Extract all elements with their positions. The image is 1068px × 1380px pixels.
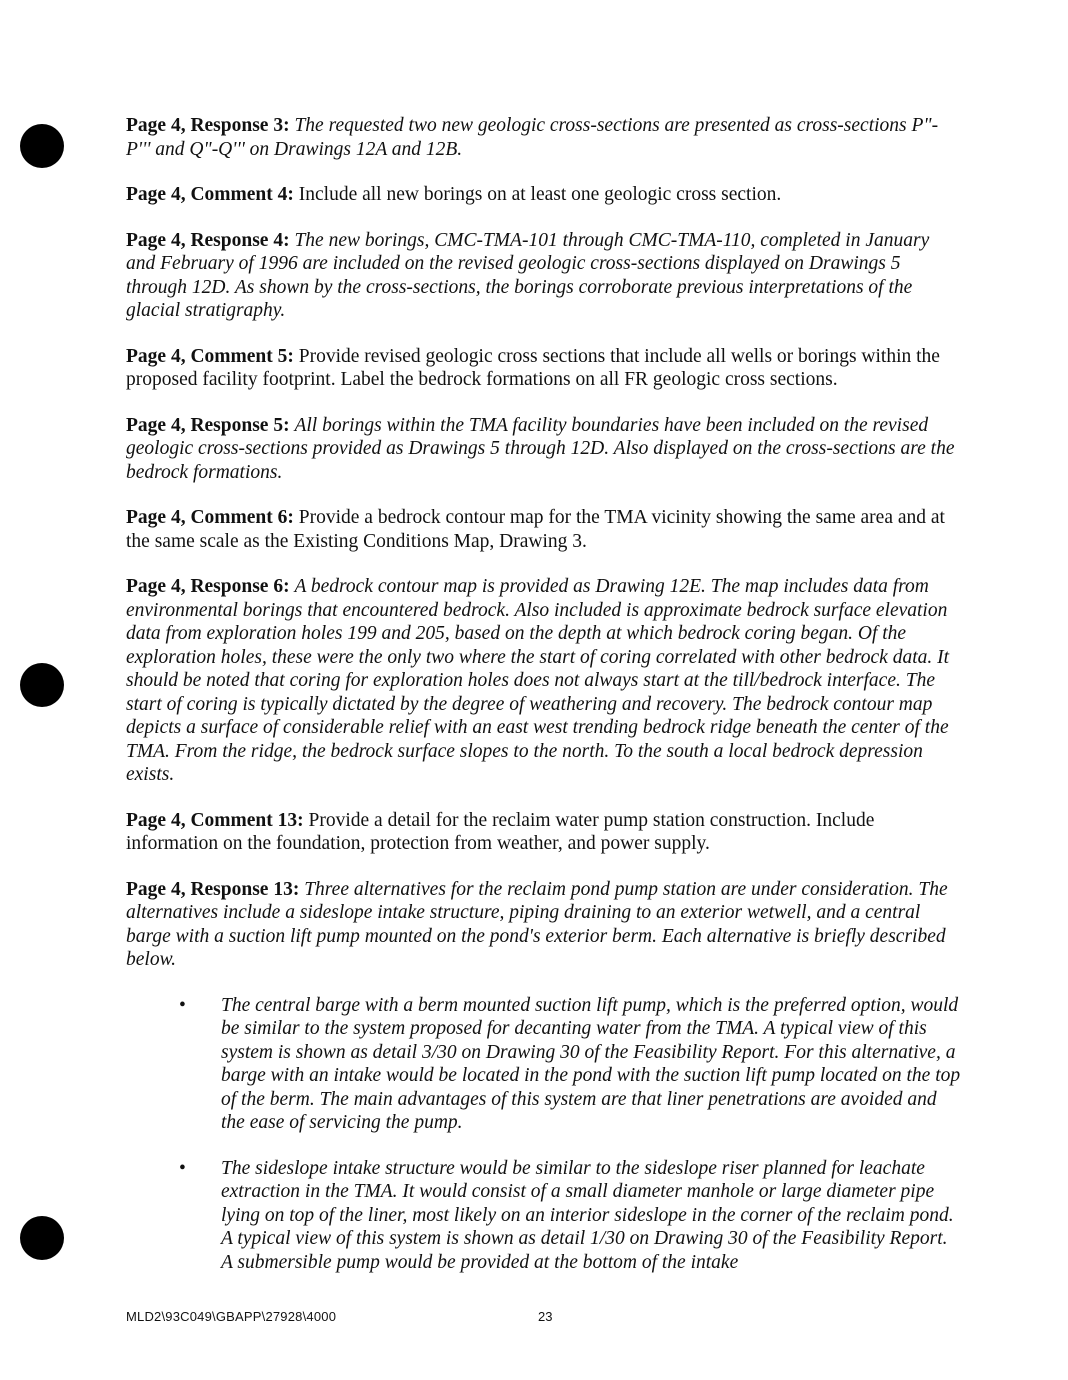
response-4 <box>126 229 962 323</box>
response-5 <box>126 414 962 485</box>
footer-file-reference: MLD2\93C049\GBAPP\27928\4000 <box>126 1309 337 1324</box>
response-6-text: A bedrock contour map is provided as Drawing 12E. The map includes data from environmental borings that encountered bedrock. Also included is approximate bedrock surface elevation data from exploration holes 199 and 205, based on the depth at which bedrock coring began. Of the exploration holes, these were the only two where the start of coring correlated with other bedrock data. It should be noted that coring for exploration holes does not always start at the till/bedrock interface. The start of coring is typically dictated by the degree of weathering and recovery. The bedrock contour map depicts a surface of considerable relief with an east west trending bedrock ridge beneath the center of the TMA. From the ridge, the bedrock surface slopes to the north. To the south a local bedrock depression exists. <box>126 576 950 785</box>
punch-hole-middle <box>20 663 64 707</box>
response-3-text: The requested two new geologic cross-sections are presented as cross-sections P"-P''' and Q"-Q''' on Drawings 12A and 12B. <box>126 115 939 160</box>
bullet-icon: • <box>179 1157 186 1179</box>
punch-hole-top <box>20 124 64 168</box>
response-4-label: Page 4, Response 4: <box>126 229 290 251</box>
comment-13 <box>126 809 962 856</box>
response-5-label: Page 4, Response 5: <box>126 414 290 436</box>
response-5-text: All borings within the TMA facility boundaries have been included on the revised geologic cross-sections provided as Drawings 5 through 12D. Also displayed on the cross-sections are the bedrock formations. <box>126 414 955 483</box>
response-3-label: Page 4, Response 3: <box>126 115 290 136</box>
list-item <box>126 994 962 1135</box>
bullet-icon: • <box>179 994 186 1016</box>
list-item <box>126 1157 962 1275</box>
comment-4-text: Include all new borings on at least one geologic cross section. <box>298 184 782 205</box>
comment-4-label: Page 4, Comment 4: <box>126 184 294 205</box>
comment-13-text: Provide a detail for the reclaim water pump station construction. Include information on the foundation, protection from weather, and power supply. <box>126 809 875 854</box>
page-number: 23 <box>538 1309 553 1324</box>
comment-5 <box>126 345 962 392</box>
comment-6 <box>126 506 962 553</box>
response-6-label: Page 4, Response 6: <box>126 576 290 597</box>
list-item-text: The central barge with a berm mounted suction lift pump, which is the preferred option, would be similar to the system proposed for decanting water from the TMA. A typical view of this system is shown as detail 3/30 on Drawing 30 of the Feasibility Report. For this alternative, a barge with an intake would be located in the pond with the suction lift pump located on the top of the berm. The main advantages of this system are that liner penetrations are avoided and the ease of servicing the pump. <box>221 994 961 1133</box>
response-3 <box>126 114 962 161</box>
response-13-text: Three alternatives for the reclaim pond pump station are under consideration. The alternatives include a sideslope intake structure, piping draining to an exterior wetwell, and a central barge with a suction lift pump mounted on the pond's exterior berm. Each alternative is briefly described below. <box>126 878 948 970</box>
comment-13-label: Page 4, Comment 13: <box>126 809 304 831</box>
comment-6-label: Page 4, Comment 6: <box>126 507 294 528</box>
punch-hole-bottom <box>20 1216 64 1260</box>
comment-5-label: Page 4, Comment 5: <box>126 345 294 367</box>
comment-5-text: Provide revised geologic cross sections that include all wells or borings within the proposed facility footprint. Label the bedrock formations on all FR geologic cross sections. <box>126 345 940 390</box>
alternatives-list <box>126 994 962 1275</box>
response-13-label: Page 4, Response 13: <box>126 878 300 900</box>
response-13 <box>126 878 962 972</box>
comment-6-text: Provide a bedrock contour map for the TMA vicinity showing the same area and at the same scale as the Existing Conditions Map, Drawing 3. <box>126 507 945 552</box>
document-body <box>126 114 962 1296</box>
response-6 <box>126 575 962 787</box>
comment-4 <box>126 183 962 207</box>
response-4-text: The new borings, CMC-TMA-101 through CMC-TMA-110, completed in January and February of 1996 are included on the revised geologic cross-sections displayed on Drawings 5 through 12D. As shown by the cross-sections, the borings corroborate previous interpretations of the glacial stratigraphy. <box>126 229 930 321</box>
list-item-text: The sideslope intake structure would be similar to the sideslope riser planned for leachate extraction in the TMA. It would consist of a small diameter manhole or large diameter pipe lying on top of the liner, most likely on an interior sideslope in the corner of the reclaim pond. A typical view of this system is shown as detail 1/30 on Drawing 30 of the Feasibility Report. A submersible pump would be provided at the bottom of the intake <box>221 1157 954 1273</box>
